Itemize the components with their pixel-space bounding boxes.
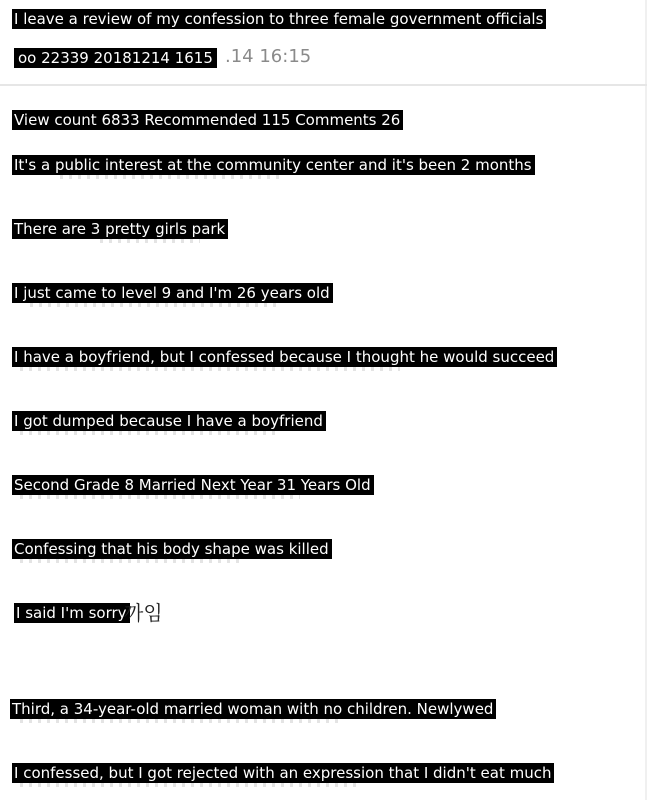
text-remnant [20, 719, 340, 723]
body-line: I confessed, but I got rejected with an expression that I didn't eat much [12, 763, 554, 783]
korean-tail: 까임 [124, 601, 163, 625]
text-remnant [20, 431, 280, 435]
text-remnant [60, 175, 280, 179]
text-remnant [20, 559, 240, 563]
author-line: oo 22339 20181214 1615 [14, 48, 217, 68]
text-remnant [30, 303, 280, 307]
body-line: It's a public interest at the community center and it's been 2 months [12, 155, 535, 175]
body-line: Third, a 34-year-old married woman with no children. Newlywed [10, 699, 496, 719]
body-line: I have a boyfriend, but I confessed because I thought he would succeed [12, 347, 557, 367]
body-line: I said I'm sorry [14, 603, 130, 623]
post-date: .14 16:15 [225, 46, 312, 67]
post-title: I leave a review of my confession to three female government officials [12, 9, 546, 29]
body-line: There are 3 pretty girls park [12, 219, 228, 239]
post-stats: View count 6833 Recommended 115 Comments 26 [12, 110, 403, 130]
body-line: I got dumped because I have a boyfriend [12, 411, 326, 431]
body-line: I just came to level 9 and I'm 26 years old [12, 283, 333, 303]
text-remnant [20, 495, 300, 499]
text-remnant [20, 783, 360, 787]
text-remnant [100, 239, 200, 243]
text-remnant [20, 367, 400, 371]
body-line: Confessing that his body shape was killed [12, 539, 332, 559]
header-divider [0, 84, 647, 86]
body-line: Second Grade 8 Married Next Year 31 Years Old [12, 475, 374, 495]
